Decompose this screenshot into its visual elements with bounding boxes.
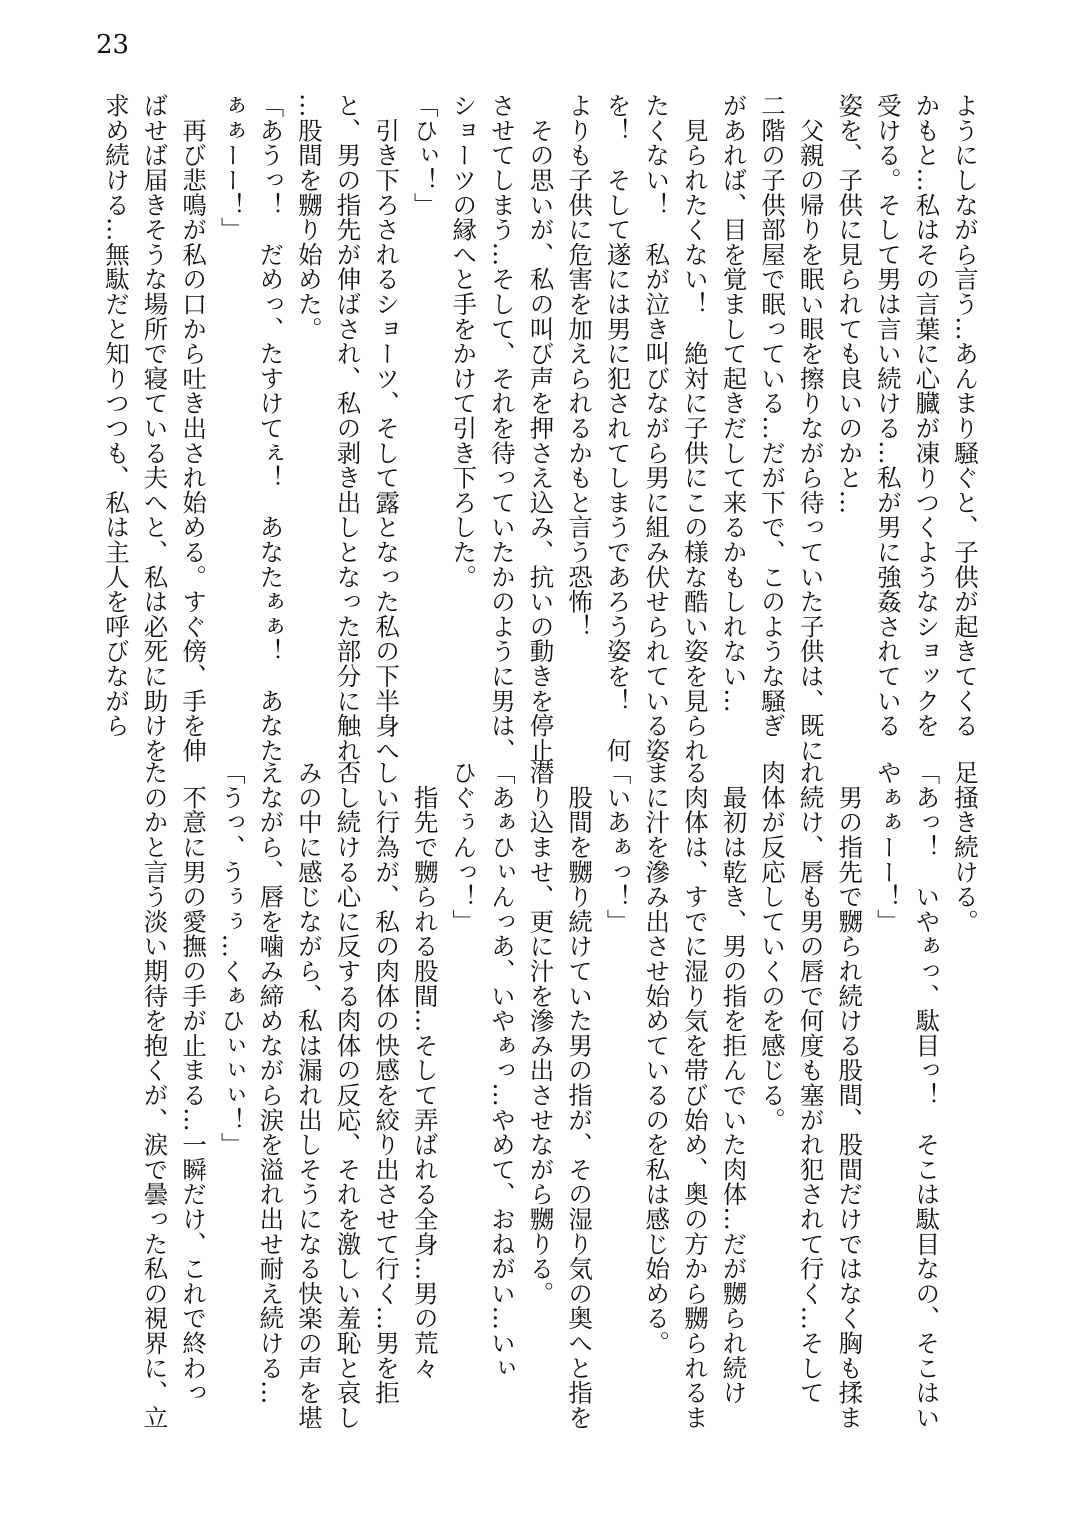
text-line: その思いが、私の叫び声を押さえ込み、抗いの動きを停止 (526, 93, 556, 763)
text-line: 肉体が反応していくのを感じる。 (758, 760, 788, 1132)
text-line: たのかと言う淡い期待を抱くが、涙で曇った私の視界に、立 (140, 760, 170, 1430)
text-line: 受ける。そして男は言い続ける…私が男に強姦されている (873, 93, 903, 738)
text-line: 最初は乾き、男の指を拒んでいた肉体…だが嬲られ続け (719, 760, 749, 1405)
text-block-top (94, 93, 984, 763)
text-line: …股間を嬲り始めた。 (294, 93, 324, 341)
text-line: 「いあぁっ！」 (603, 760, 633, 934)
text-line: ぁぁーー！」 (217, 93, 247, 242)
text-line: と、男の指先が伸ばされ、私の剥き出しとなった部分に触れ (333, 93, 363, 763)
text-line: 否し続ける心に反する肉体の反応、それを激しい羞恥と哀し (333, 760, 363, 1430)
text-line: 姿を、子供に見られても良いのかと… (835, 93, 865, 515)
text-line: 不意に男の愛撫の手が止まる…一瞬だけ、これで終わっ (179, 760, 209, 1405)
text-line: る肉体は、すでに湿り気を帯び始め、奥の方から嬲られるま (680, 760, 710, 1430)
text-line: 「あうっ！ だめっ、たすけてぇ！ あなたぁぁ！ あなた (256, 93, 286, 763)
text-line: しい行為が、私の肉体の快感を絞り出させて行く…男を拒 (372, 760, 402, 1405)
text-line: 「あぁひぃんっあ、いやぁっ…やめて、おねがい…いぃ (487, 760, 517, 1380)
text-line: があれば、目を覚まして起きだして来るかもしれない… (719, 93, 749, 713)
text-line: えながら、唇を噛み締めながら涙を溢れ出せ耐え続ける… (256, 760, 286, 1405)
text-line: 父親の帰りを眠い眼を擦りながら待っていた子供は、既に (796, 93, 826, 763)
text-line: 足掻き続ける。 (951, 760, 980, 934)
text-line: 二階の子供部屋で眠っている…だが下で、このような騒ぎ (758, 93, 788, 738)
text-line: を！ そして遂には男に犯されてしまうであろう姿を！ 何 (603, 93, 633, 763)
page-number: 23 (96, 30, 130, 60)
text-line: ひぐぅんっ！」 (449, 760, 479, 934)
text-line: れ続け、唇も男の唇で何度も塞がれ犯されて行く…そして (796, 760, 826, 1405)
text-line: 指先で嬲られる股間…そして弄ばれる全身…男の荒々 (410, 760, 440, 1380)
text-line: ショーツの縁へと手をかけて引き下ろした。 (449, 93, 479, 589)
text-line: みの中に感じながら、私は漏れ出しそうになる快楽の声を堪 (294, 760, 324, 1430)
text-line: やぁぁーー！」 (873, 760, 903, 934)
text-line: ようにしながら言う…あんまり騒ぐと、子供が起きてくる (951, 93, 980, 738)
text-line: よりも子供に危害を加えられるかもと言う恐怖！ (565, 93, 595, 639)
text-block-bottom (94, 760, 984, 1490)
text-line: まに汁を滲み出させ始めているのを私は感じ始める。 (642, 760, 672, 1356)
text-line: 「うっ、うぅぅ…くぁひぃぃぃ！」 (217, 760, 247, 1157)
text-line: 再び悲鳴が私の口から吐き出され始める。すぐ傍、手を伸 (179, 93, 209, 763)
text-line: 股間を嬲り続けていた男の指が、その湿り気の奥へと指を (565, 760, 595, 1430)
text-line: 「ひぃ！」 (410, 93, 440, 217)
text-line: ばせば届きそうな場所で寝ている夫へと、私は必死に助けを (140, 93, 170, 763)
text-line: 潜り込ませ、更に汁を滲み出させながら嬲りる。 (526, 760, 556, 1306)
text-line: させてしまう…そして、それを待っていたかのように男は、 (487, 93, 517, 763)
text-line: かもと…私はその言葉に心臓が凍りつくようなショックを (912, 93, 942, 738)
text-line: 見られたくない！ 絶対に子供にこの様な酷い姿を見られ (680, 93, 710, 763)
text-line: 引き下ろされるショーツ、そして露となった私の下半身へ (372, 93, 402, 763)
text-line: 「あっ！ いやぁっ、駄目っ！ そこは駄目なの、そこはい (912, 760, 942, 1430)
text-line: たくない！ 私が泣き叫びながら男に組み伏せられている姿 (642, 93, 672, 763)
text-line: 男の指先で嬲られ続ける股間、股間だけではなく胸も揉ま (835, 760, 865, 1430)
text-line: 求め続ける…無駄だと知りつつも、私は主人を呼びながら (101, 93, 131, 738)
